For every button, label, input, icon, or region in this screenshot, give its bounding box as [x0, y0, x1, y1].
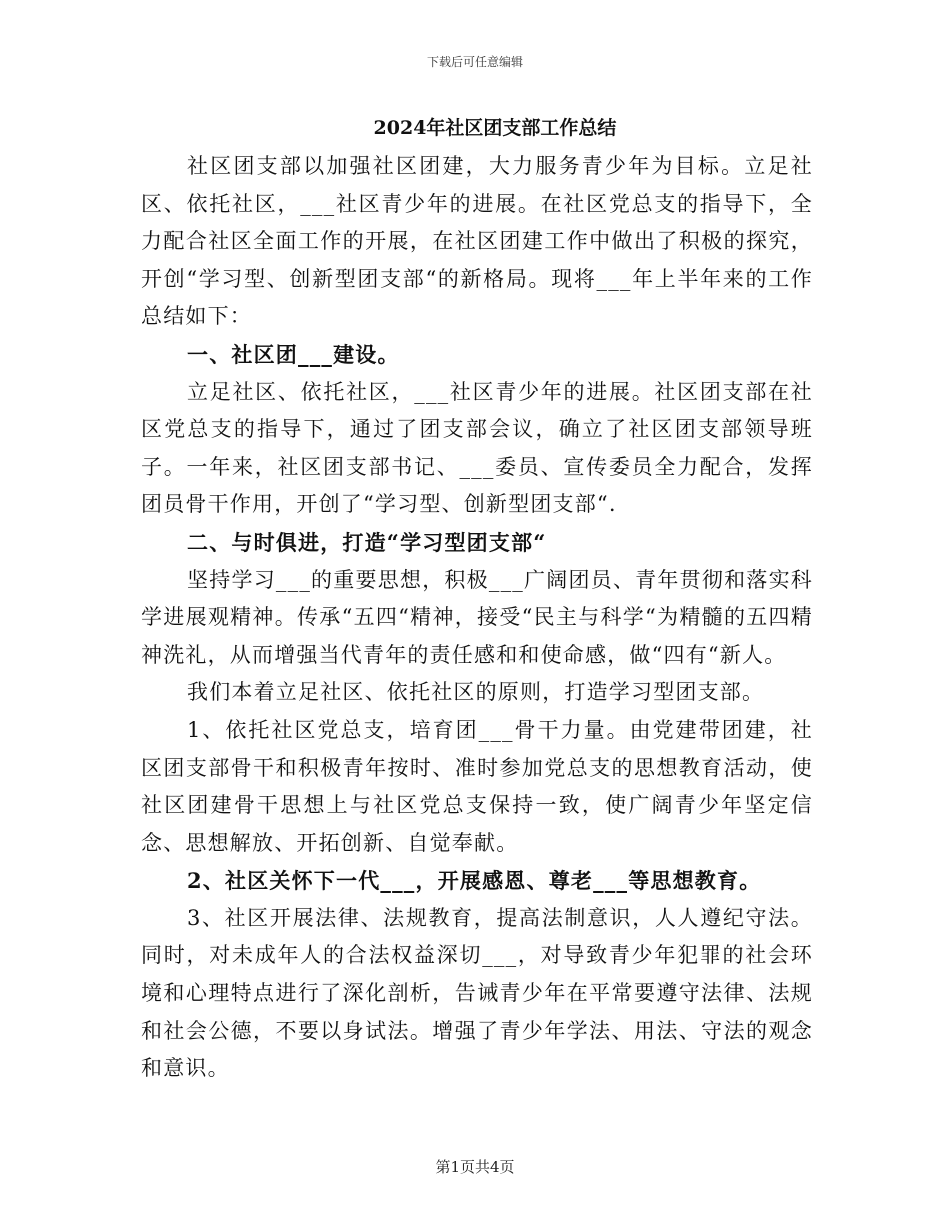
intro-paragraph: 社区团支部以加强社区团建，大力服务青少年为目标。立足社区、依托社区，___社区青少年的进展。在社区党总支的指导下，全力配合社区全面工作的开展，在社区团建工作中做出了积极的探究，开创“学习型、创新型团支部“的新格局。现将___年上半年来的工作总结如下： [141, 154, 813, 329]
document-title: 2024年社区团支部工作总结 [373, 117, 617, 139]
body-paragraph: 我们本着立足社区、依托社区的原则，打造学习型团支部。 [187, 680, 765, 705]
download-note: 下载后可任意编辑 [426, 55, 523, 69]
section-heading-2: 二、与时俱进，打造“学习型团支部“ [187, 529, 547, 555]
list-item-3: 3、社区开展法律、法规教育，提高法制意识，人人遵纪守法。同时，对未成年人的合法权益深切___，对导致青少年犯罪的社会环境和心理特点进行了深化剖析，告诫青少年在平常要遵守法律、法规和社会公德，不要以身试法。增强了青少年学法、用法、守法的观念和意识。 [141, 905, 813, 1081]
page-number: 第1页共4页 [435, 1158, 515, 1176]
list-item-2: 2、社区关怀下一代___，开展感恩、尊老___等思想教育。 [187, 868, 762, 894]
body-paragraph: 坚持学习___的重要思想，积极___广阔团员、青年贯彻和落实科学进展观精神。传承“五四“精神，接受“民主与科学“为精髓的五四精神洗礼，从而增强当代青年的责任感和和使命感，做“四有“新人。 [141, 567, 813, 667]
body-paragraph: 立足社区、依托社区，___社区青少年的进展。社区团支部在社区党总支的指导下，通过了团支部会议，确立了社区团支部领导班子。一年来，社区团支部书记、___委员、宣传委员全力配合，发挥团员骨干作用，开创了“学习型、创新型团支部“. [141, 379, 813, 517]
section-heading-1: 一、社区团___建设。 [187, 341, 400, 367]
list-item-1: 1、依托社区党总支，培育团___骨干力量。由党建带团建，社区团支部骨干和积极青年按时、准时参加党总支的思想教育活动，使社区团建骨干思想上与社区党总支保持一致，使广阔青少年坚定信念、思想解放、开拓创新、自觉奉献。 [141, 717, 813, 855]
document-body [141, 148, 813, 1088]
